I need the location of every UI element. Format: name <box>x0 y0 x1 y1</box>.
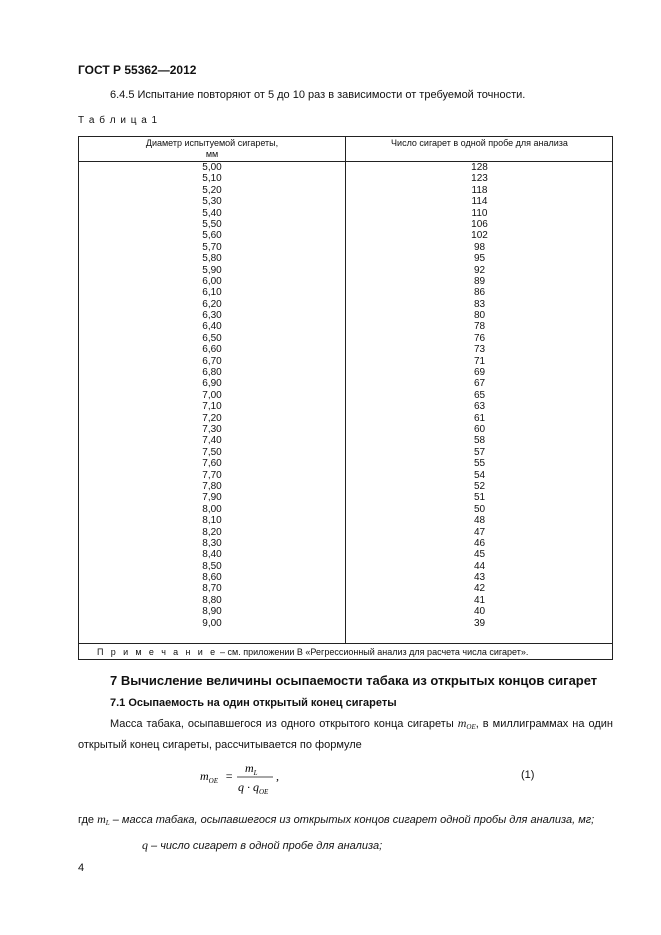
formula-comma: , <box>276 769 279 783</box>
diameter-cell: 7,40 <box>202 435 222 447</box>
where-q-desc: – число сигарет в одной пробе для анализа; <box>148 840 383 852</box>
count-cell: 55 <box>473 458 486 470</box>
count-cell: 46 <box>473 537 486 549</box>
count-cell: 41 <box>473 594 486 606</box>
section-7-1-paragraph <box>78 714 613 754</box>
count-cell: 95 <box>473 253 486 265</box>
count-cell: 63 <box>473 401 486 413</box>
column-header-count <box>346 137 613 161</box>
diameter-cell: 6,50 <box>202 332 222 344</box>
diameter-cell: 5,30 <box>202 196 222 208</box>
count-cell: 71 <box>473 355 486 367</box>
diameter-cell: 8,30 <box>202 537 222 549</box>
count-cell: 60 <box>473 423 486 435</box>
diameter-cell: 8,80 <box>202 594 222 606</box>
count-cell: 39 <box>473 617 486 629</box>
diameter-cell: 6,60 <box>202 344 222 356</box>
diameter-cell: 5,80 <box>202 253 222 265</box>
diameter-cell: 5,70 <box>202 241 222 253</box>
para-text-1: Масса табака, осыпавшегося из одного открытого конца сигареты <box>110 718 458 730</box>
diameter-cell: 7,60 <box>202 458 222 470</box>
formula-denominator <box>238 780 269 796</box>
diameter-cell: 7,10 <box>202 401 222 413</box>
count-cell: 61 <box>473 412 486 424</box>
formula-equals: = <box>225 769 234 783</box>
where-var-m: m <box>97 812 106 826</box>
count-cell: 76 <box>473 332 486 344</box>
section-7-1-title: 7.1 Осыпаемость на один открытый конец сигареты <box>110 697 397 709</box>
count-cell: 92 <box>473 264 486 276</box>
diameter-cell: 7,30 <box>202 423 222 435</box>
clause-6-4-5: 6.4.5 Испытание повторяют от 5 до 10 раз в зависимости от требуемой точности. <box>110 89 526 101</box>
diameter-cell: 6,40 <box>202 321 222 333</box>
count-cell: 40 <box>473 606 486 618</box>
count-cell: 44 <box>473 560 486 572</box>
count-cell: 47 <box>473 526 486 538</box>
count-cell: 98 <box>473 241 486 253</box>
table-caption: Т а б л и ц а 1 <box>78 115 159 126</box>
formula-num-var: m <box>245 762 254 775</box>
diameter-cell: 8,00 <box>202 503 222 515</box>
diameter-cell: 5,50 <box>202 218 222 230</box>
diameter-cell: 6,90 <box>202 378 222 390</box>
diameter-cell: 8,20 <box>202 526 222 538</box>
count-cell: 45 <box>473 549 486 561</box>
formula-lhs-var: m <box>200 769 209 783</box>
count-cell: 51 <box>473 492 486 504</box>
formula-lhs <box>200 769 219 785</box>
count-cell: 114 <box>471 196 488 208</box>
count-cell: 67 <box>473 378 486 390</box>
diameter-column <box>79 162 345 629</box>
page-number: 4 <box>78 862 85 874</box>
diameter-cell: 8,90 <box>202 606 222 618</box>
formula-den-sub: OE <box>259 788 269 796</box>
where-var-sub-l: L <box>105 819 110 827</box>
diameter-cell: 8,10 <box>202 515 222 527</box>
column-header-diameter <box>79 137 345 161</box>
count-cell: 54 <box>473 469 486 481</box>
count-cell: 57 <box>473 446 486 458</box>
count-cell: 89 <box>473 275 486 287</box>
count-cell: 43 <box>473 572 486 584</box>
column-header-diameter-line1: Диаметр испытуемой сигареты, <box>145 138 279 148</box>
count-cell: 42 <box>473 583 486 595</box>
diameter-cell: 8,50 <box>202 560 222 572</box>
count-cell: 78 <box>473 321 486 333</box>
where-q <box>142 838 382 853</box>
count-column <box>346 162 613 629</box>
diameter-cell: 7,70 <box>202 469 222 481</box>
diameter-cell: 6,00 <box>202 275 222 287</box>
where-var-q: q <box>142 838 148 852</box>
diameter-cell: 8,60 <box>202 572 222 584</box>
column-header-diameter-unit: мм <box>205 149 219 159</box>
diameter-cell: 8,70 <box>202 583 222 595</box>
count-cell: 58 <box>473 435 486 447</box>
count-cell: 48 <box>473 515 486 527</box>
formula-den-var1: q <box>238 780 244 794</box>
count-cell: 106 <box>471 218 488 230</box>
formula-1 <box>200 762 310 807</box>
diameter-cell: 8,40 <box>202 549 222 561</box>
diameter-cell: 5,40 <box>202 207 222 219</box>
where-mL <box>78 810 613 832</box>
count-cell: 110 <box>471 207 488 219</box>
table-1 <box>78 136 613 660</box>
diameter-cell: 6,10 <box>202 287 222 299</box>
count-cell: 123 <box>471 173 488 185</box>
count-cell: 102 <box>471 230 488 242</box>
count-cell: 73 <box>473 344 486 356</box>
note-text: – см. приложении В «Регрессионный анализ для расчета числа сигарет». <box>217 647 529 657</box>
document-header: ГОСТ Р 55362—2012 <box>78 63 197 77</box>
formula-den-var2: q <box>253 780 259 794</box>
diameter-cell: 7,80 <box>202 480 222 492</box>
formula-num-sub: L <box>253 769 258 777</box>
formula-numerator <box>245 762 258 777</box>
where-prefix: где <box>78 814 98 826</box>
diameter-cell: 7,20 <box>202 412 222 424</box>
formula-den-dot: · <box>244 780 253 794</box>
diameter-cell: 5,10 <box>202 173 222 185</box>
formula-svg <box>200 762 310 802</box>
diameter-cell: 7,90 <box>202 492 222 504</box>
count-cell: 50 <box>473 503 486 515</box>
diameter-cell: 5,90 <box>202 264 222 276</box>
formula-number: (1) <box>521 769 535 781</box>
diameter-cell: 6,30 <box>202 310 222 322</box>
count-cell: 65 <box>473 389 486 401</box>
diameter-cell: 7,00 <box>202 389 222 401</box>
diameter-cell: 5,60 <box>202 230 222 242</box>
note-label: П р и м е ч а н и е <box>97 647 218 657</box>
table-note <box>79 644 612 660</box>
count-cell: 80 <box>473 310 486 322</box>
para-text-2: , в миллиграммах на один открытый конец сигареты, рассчитывается по формуле <box>78 718 613 751</box>
count-cell: 83 <box>473 298 486 310</box>
var-m: m <box>457 716 467 730</box>
diameter-cell: 9,00 <box>202 617 222 629</box>
count-cell: 69 <box>473 367 486 379</box>
diameter-cell: 5,20 <box>202 184 222 196</box>
diameter-cell: 7,50 <box>202 446 222 458</box>
var-sub-oe: OE <box>466 723 476 731</box>
diameter-cell: 6,20 <box>202 298 222 310</box>
diameter-cell: 5,00 <box>202 162 222 173</box>
count-cell: 128 <box>471 162 488 173</box>
where-mL-desc: – масса табака, осыпавшегося из открытых концов сигарет одной пробы для анализа, мг; <box>109 814 595 826</box>
count-cell: 118 <box>471 184 488 196</box>
diameter-cell: 6,70 <box>202 355 222 367</box>
formula-lhs-sub: OE <box>208 777 219 785</box>
count-cell: 86 <box>473 287 486 299</box>
section-7-title: 7 Вычисление величины осыпаемости табака из открытых концов сигарет <box>110 673 598 688</box>
diameter-cell: 6,80 <box>202 367 222 379</box>
column-header-count-text: Число сигарет в одной пробе для анализа <box>391 138 568 148</box>
count-cell: 52 <box>473 480 486 492</box>
